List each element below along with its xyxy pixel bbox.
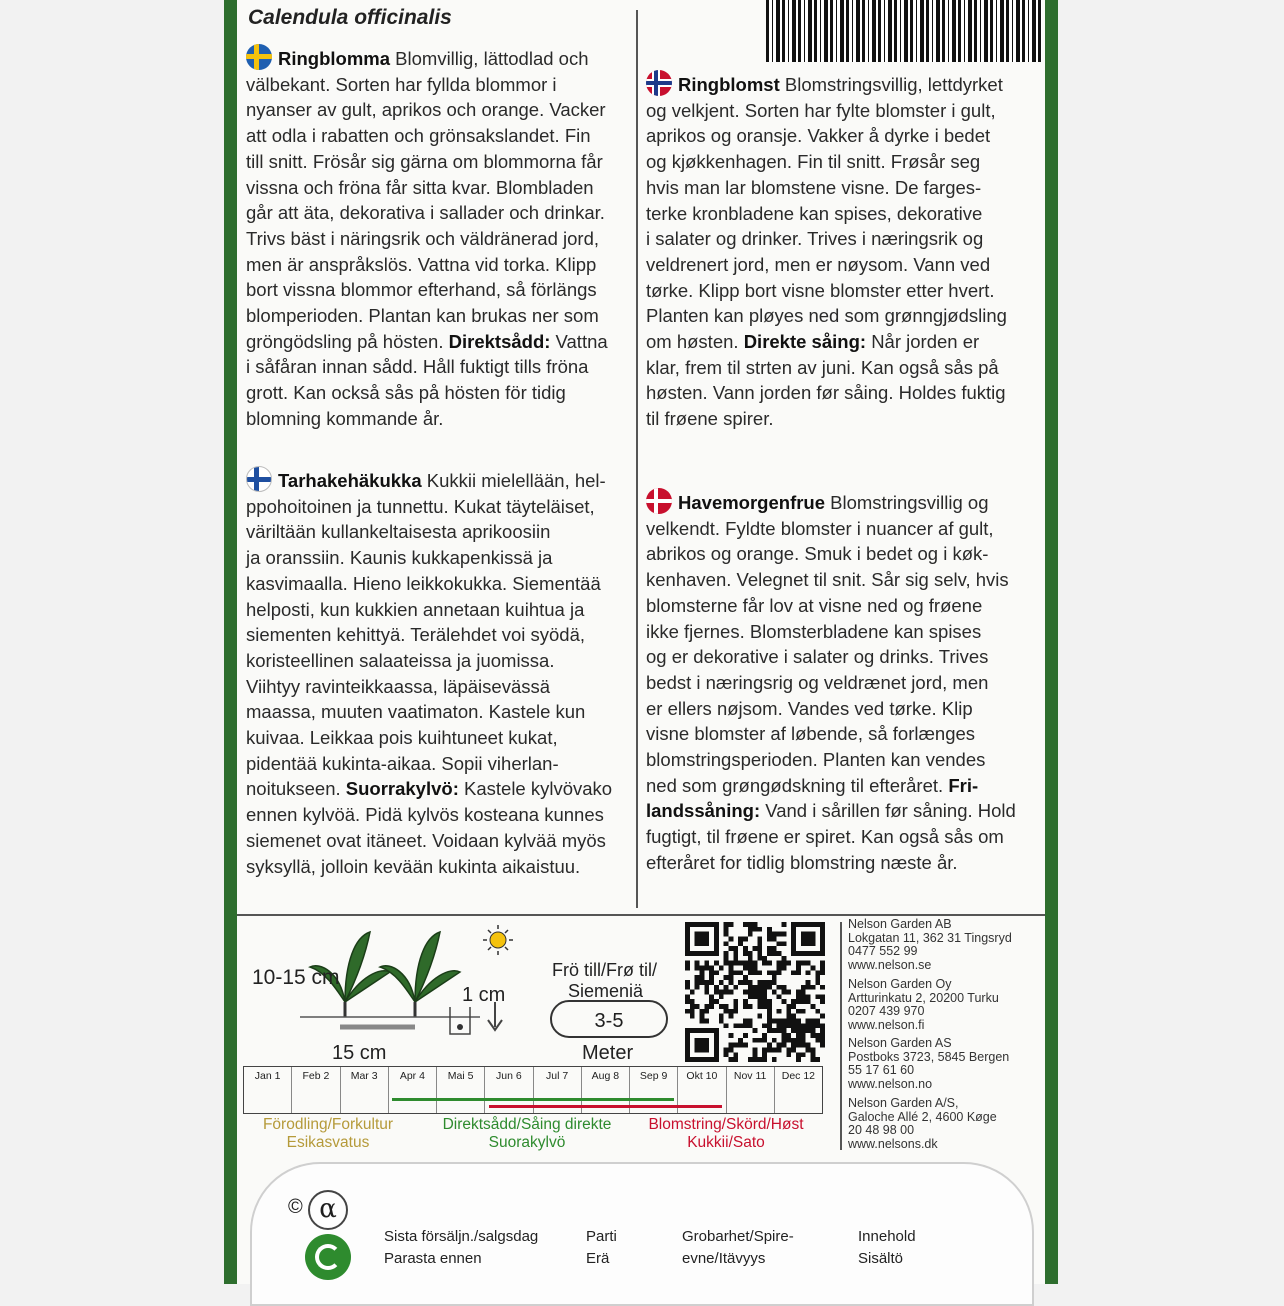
- plant-height: 10-15 cm: [252, 966, 340, 989]
- dk-line: visne blomster af løbende, så forlænges: [646, 723, 976, 745]
- dk-line: efteråret for tidlig blomstring næste år.: [646, 851, 958, 873]
- month-cell: Jan 1: [244, 1067, 292, 1113]
- company-address: [848, 918, 1012, 972]
- address-line: www.nelson.fi: [848, 1017, 925, 1032]
- swedish-flag-icon: [246, 44, 272, 70]
- dk-line: og er dekorative i salater og drinks. Trives: [646, 646, 989, 668]
- address-line: Artturinkatu 2, 20200 Turku: [848, 990, 999, 1005]
- dk-line: ikke fjernes. Blomsterbladene kan spises: [646, 620, 982, 642]
- no-line: og kjøkkenhagen. Fin til snitt. Frøsår seg: [646, 151, 981, 173]
- no-line: om høsten.: [646, 331, 739, 353]
- fi-line: väriltään kullankeltaisesta aprikoosiin: [246, 521, 551, 543]
- legend-direct-label: Direktsådd/Såing direkte: [442, 1116, 612, 1133]
- column-divider: [636, 10, 638, 908]
- alpha-logo-icon: α: [308, 1190, 348, 1230]
- address-line: Nelson Garden AB: [848, 917, 952, 931]
- green-dot-recycling-icon: [305, 1234, 351, 1280]
- address-line: 0207 439 970: [848, 1004, 925, 1019]
- dk-line: velkendt. Fyldte blomster i nuancer af gult,: [646, 517, 994, 539]
- best-before-line: Sista försäljn./salgsdag: [384, 1228, 539, 1245]
- address-line: 0477 552 99: [848, 944, 918, 959]
- sv-bold: Direktsådd:: [448, 330, 551, 352]
- month-cell: Feb 2: [292, 1067, 340, 1113]
- dk-line: ned som grøngødskning til efteråret.: [646, 774, 944, 796]
- lot-label: [586, 1226, 617, 1270]
- no-line: aprikos og oransje. Vakker å dyrke i bedet: [646, 125, 991, 147]
- legend-indoor-label: Esikasvatus: [286, 1134, 370, 1151]
- dk-tail: [646, 824, 1038, 875]
- plant-spacing: 15 cm: [332, 1042, 387, 1064]
- month-cell: Jun 6: [485, 1067, 533, 1113]
- seed-icon: [457, 1024, 463, 1030]
- address-line: 55 17 61 60: [848, 1063, 915, 1078]
- address-line: 20 48 98 00: [848, 1123, 915, 1138]
- sv-line: att odla i rabatten och grönsakslandet. Fin: [246, 125, 591, 147]
- text-swedish: [246, 44, 634, 432]
- fi-line: noitukseen.: [246, 778, 341, 800]
- right-green-border: [1045, 0, 1058, 1284]
- company-address: [848, 1037, 1009, 1091]
- dk-line: blomstringsperioden. Planten kan vendes: [646, 749, 986, 771]
- no-line: høsten. Vann jorden før såing. Holdes fuktig: [646, 382, 1006, 404]
- month-cell: Jul 7: [534, 1067, 582, 1113]
- company-address: [848, 978, 999, 1032]
- sv-line: Trivs bäst i näringsrik och väldränerad jord,: [246, 227, 600, 249]
- no-line: terke kronbladene kan spises, dekorative: [646, 202, 983, 224]
- fi-line: koristeellinen salaateissa ja juomissa.: [246, 649, 555, 671]
- address-line: www.nelsons.dk: [848, 1136, 938, 1151]
- no-bold: Direkte såing:: [743, 331, 867, 353]
- fi-line: ppohoitoinen ja tunnettu. Kukat täyteläiset,: [246, 495, 595, 517]
- sv-line: Vattna: [555, 330, 608, 352]
- dk-body: [646, 516, 1038, 773]
- sv-line: grott. Kan också sås på hösten för tidig: [246, 382, 566, 404]
- barcode: [766, 0, 1042, 62]
- sv-line: Blomvillig, lättodlad och: [395, 48, 589, 69]
- dk-line: er ellers nøjsom. Vandes ved tørke. Klip: [646, 697, 973, 719]
- sv-line: gröngödsling på hösten.: [246, 330, 444, 352]
- month-cell: Sep 9: [630, 1067, 678, 1113]
- seed-unit: Meter: [582, 1042, 634, 1064]
- no-line: i salater og drinker. Trives i næringsrik og: [646, 228, 984, 250]
- sv-line: men är anspråkslös. Vattna vid torka. Klipp: [246, 253, 597, 275]
- fi-line: maassa, muuten vaatimaton. Kastele kun: [246, 701, 586, 723]
- address-line: Galoche Allé 2, 4600 Køge: [848, 1109, 997, 1124]
- no-line: Når jorden er: [871, 331, 980, 353]
- dk-bold: landssåning:: [646, 800, 761, 822]
- left-green-border: [224, 0, 237, 1284]
- no-name: Ringblomst: [678, 74, 780, 95]
- qr-code: [685, 922, 825, 1062]
- dk-name: Havemorgenfrue: [678, 492, 826, 513]
- company-address: [848, 1097, 997, 1151]
- legend-bloom-label: Kukkii/Sato: [687, 1134, 765, 1151]
- best-before-line: Parasta ennen: [384, 1250, 482, 1267]
- address-line: Lokgatan 11, 362 31 Tingsryd: [848, 930, 1012, 945]
- seed-label-1: Frö till/Frø til/: [552, 960, 657, 980]
- dk-line: kenhaven. Velegnet til snit. Sår sig selv, hvis: [646, 569, 1009, 591]
- no-line: til frøene spirer.: [646, 408, 774, 430]
- sun-icon: [490, 932, 506, 948]
- fi-line: kasvimaalla. Hieno leikkokukka. Siementää: [246, 572, 601, 594]
- content-line: Sisältö: [858, 1250, 904, 1267]
- text-finnish: [246, 466, 634, 879]
- no-line: veldrenert jord, men er nøysom. Vann ved: [646, 253, 991, 275]
- month-cell: Nov 11: [727, 1067, 775, 1113]
- no-line: Blomstringsvillig, lettdyrket: [784, 74, 1003, 95]
- no-line: tørke. Klipp bort visne blomster etter hvert.: [646, 279, 995, 301]
- month-cell: Mai 5: [437, 1067, 485, 1113]
- sv-line: i såfåran innan sådd. Håll fuktigt tills fröna: [246, 356, 589, 378]
- no-line: hvis man lar blomstene visne. De farges-: [646, 176, 982, 198]
- address-line: Postboks 3723, 5845 Bergen: [848, 1049, 1010, 1064]
- fi-line: pidentää kukinta-aikaa. Sopii viherlan-: [246, 752, 559, 774]
- content-line: Innehold: [858, 1228, 916, 1245]
- dk-bold: Fri-: [948, 774, 979, 796]
- address-line: Nelson Garden A/S,: [848, 1096, 959, 1110]
- address-line: Nelson Garden AS: [848, 1036, 952, 1050]
- fi-line: siemenet ovat itäneet. Voidaan kylvää myös: [246, 829, 606, 851]
- no-line: og velkjent. Sorten har fylte blomster i gult,: [646, 99, 996, 121]
- seed-amount: 3-5: [550, 1000, 668, 1038]
- germination-line: evne/Itävyys: [682, 1250, 766, 1267]
- fi-tail: [246, 802, 634, 879]
- fi-line: kuivaa. Leikkaa pois kuihtuneet kukat,: [246, 727, 558, 749]
- fi-line: Kastele kylvövako: [464, 778, 613, 800]
- sowing-depth: 1 cm: [462, 984, 506, 1006]
- address-line: Nelson Garden Oy: [848, 977, 952, 991]
- fi-line: siementen kehittyä. Terälehdet voi syödä,: [246, 624, 586, 646]
- latin-name: Calendula officinalis: [248, 6, 452, 29]
- fi-line: ja oranssiin. Kaunis kukkapenkissä ja: [246, 547, 553, 569]
- sv-line: bort vissna blommor efterhand, så förlängs: [246, 279, 597, 301]
- footer-panel: [250, 1162, 1034, 1306]
- sv-tail: [246, 354, 634, 431]
- section-divider: [237, 914, 1045, 916]
- month-cell: Aug 8: [582, 1067, 630, 1113]
- direct-sowing-bar: [392, 1098, 674, 1101]
- norwegian-flag-icon: [646, 70, 672, 96]
- seed-label-2: Siemeniä: [568, 981, 644, 1001]
- sv-line: vissna och fröna får sitta kvar. Blombladen: [246, 176, 594, 198]
- text-danish: [646, 488, 1038, 876]
- no-tail: [646, 355, 1038, 432]
- bloom-bar: [489, 1105, 723, 1108]
- legend-indoor: [256, 1116, 400, 1152]
- fi-body: [246, 494, 634, 777]
- dk-line: fugtigt, til frøene er spiret. Kan også sås om: [646, 826, 1004, 848]
- sv-line: blomning kommande år.: [246, 407, 444, 429]
- month-cell: Dec 12: [781, 1070, 816, 1082]
- copyright-icon: ©: [288, 1196, 303, 1218]
- legend-bloom: [640, 1116, 812, 1152]
- address-divider: [840, 922, 842, 1150]
- lot-line: Parti: [586, 1228, 617, 1245]
- legend-indoor-label: Förodling/Forkultur: [262, 1116, 394, 1133]
- no-body: [646, 98, 1038, 329]
- sv-name: Ringblomma: [278, 48, 391, 69]
- lot-line: Erä: [586, 1250, 610, 1267]
- sv-line: nyanser av gult, aprikos och orange. Vacker: [246, 99, 606, 121]
- fi-line: ennen kylvöä. Pidä kylvös kosteana kunnes: [246, 804, 604, 826]
- month-cell: Mar 3: [341, 1067, 389, 1113]
- month-cell: Okt 10: [678, 1067, 726, 1113]
- no-line: Planten kan pløyes ned som grønngjødsling: [646, 305, 1007, 327]
- dk-line: Blomstringsvillig og: [830, 492, 989, 513]
- address-line: www.nelson.se: [848, 957, 932, 972]
- fi-line: helposti, kun kukkien annetaan kuihtua ja: [246, 598, 585, 620]
- dk-line: blomsterne får lov at visne ned og frøene: [646, 594, 983, 616]
- content-label: [858, 1226, 916, 1270]
- dk-line: abrikos og orange. Smuk i bedet og i køk-: [646, 543, 989, 565]
- dk-line: Vand i sårillen før såning. Hold: [765, 800, 1016, 822]
- no-line: klar, frem til strten av juni. Kan også sås på: [646, 356, 999, 378]
- legend-bloom-label: Blomstring/Skörd/Høst: [648, 1116, 804, 1133]
- month-cell: Apr 4: [389, 1067, 437, 1113]
- fi-name: Tarhakehäkukka: [278, 470, 422, 491]
- finnish-flag-icon: [246, 466, 272, 492]
- germination-line: Grobarhet/Spire-: [682, 1228, 794, 1245]
- danish-flag-icon: [646, 488, 672, 514]
- dk-line: bedst i næringsrig og veldrænet jord, men: [646, 671, 989, 693]
- legend-direct: [432, 1116, 622, 1152]
- fi-bold: Suorrakylvö:: [345, 778, 459, 800]
- sv-line: välbekant. Sorten har fyllda blommor i: [246, 73, 557, 95]
- fi-line: Kukkii mielellään, hel-: [426, 470, 606, 491]
- sv-line: till snitt. Frösår sig gärna om blommorna får: [246, 150, 603, 172]
- best-before-label: [384, 1226, 538, 1270]
- sv-body: [246, 72, 634, 329]
- address-line: www.nelson.no: [848, 1076, 933, 1091]
- legend-direct-label: Suorakylvö: [488, 1134, 566, 1151]
- fi-line: syksyllä, jolloin kevään kukinta aikaistuu.: [246, 855, 581, 877]
- germination-label: [682, 1226, 794, 1270]
- sv-line: blomperioden. Plantan kan brukas ner som: [246, 305, 599, 327]
- fi-line: Viihtyy ravinteikkaassa, läpäisevässä: [246, 675, 551, 697]
- text-norwegian: [646, 70, 1038, 432]
- sv-line: går att äta, dekorativa i sallader och drinkar.: [246, 202, 605, 224]
